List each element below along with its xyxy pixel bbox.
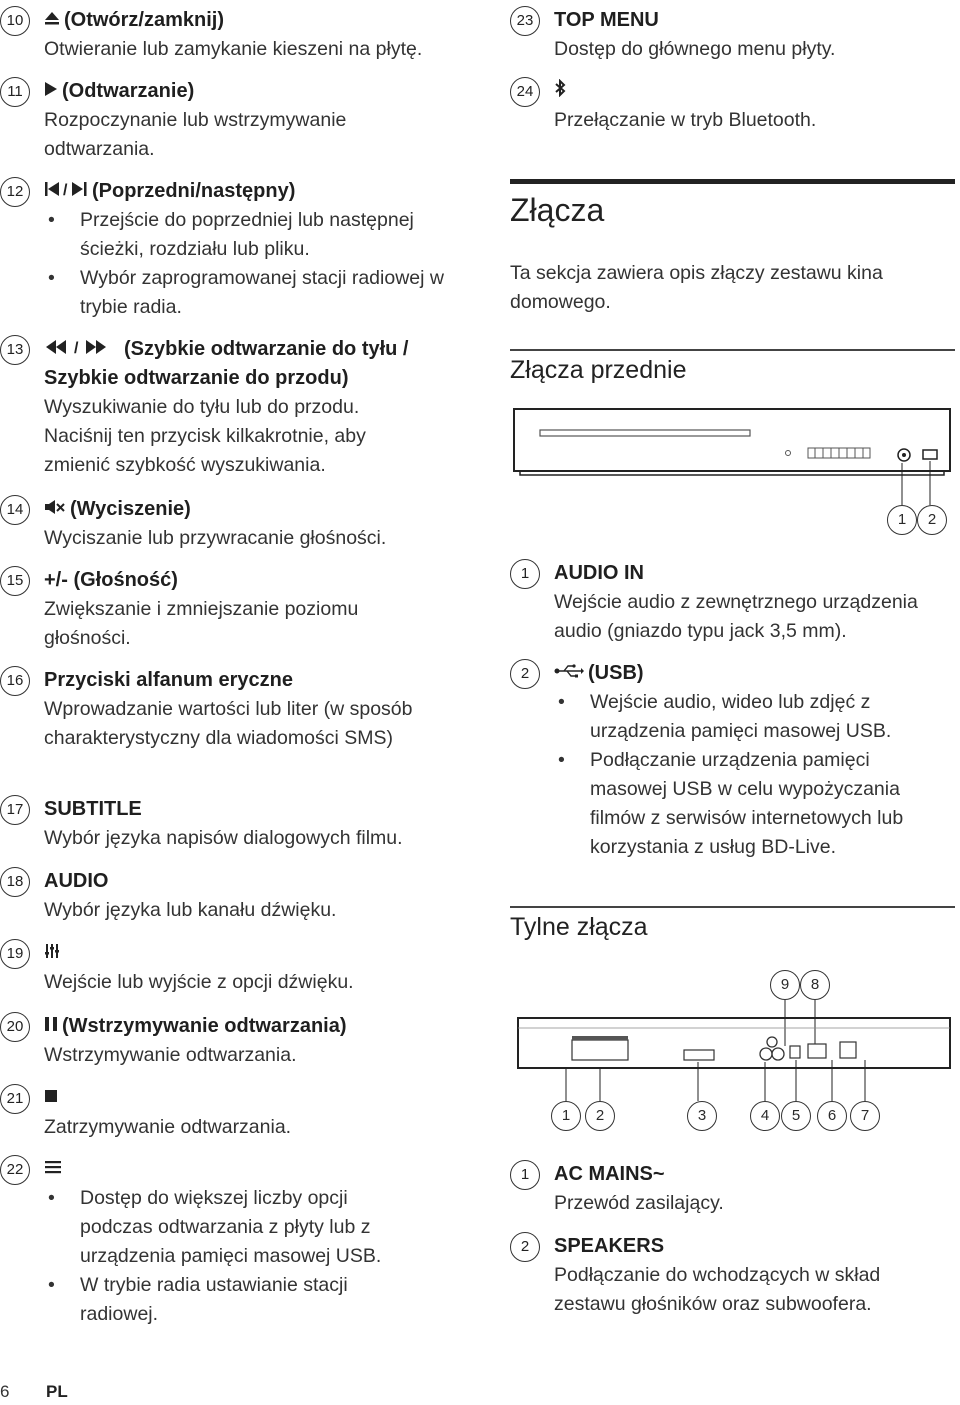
- item-desc: Wstrzymywanie odtwarzania.: [44, 1044, 297, 1066]
- item-desc: Wprowadzanie wartości lub liter (w sposób charakterystyczny dla wiadomości SMS): [44, 698, 413, 749]
- item-desc: Wybór języka lub kanału dźwięku.: [44, 899, 337, 921]
- item-desc: Wybór języka napisów dialogowych filmu.: [44, 827, 403, 849]
- play-icon: [44, 77, 58, 106]
- item-desc: Wejście audio z zewnętrznego urządzenia audio (gniazdo typu jack 3,5 mm).: [554, 591, 918, 642]
- item-number: 14: [0, 495, 30, 525]
- usb-icon: [554, 659, 584, 688]
- item-title: +/- (Głośność): [44, 569, 178, 591]
- options-icon: [44, 1155, 62, 1184]
- pause-icon: [44, 1012, 58, 1041]
- item-number: 17: [0, 795, 30, 825]
- front-callout-2: 2: [917, 505, 947, 535]
- item-desc: Otwieranie lub zamykanie kieszeni na płytę.: [44, 38, 423, 60]
- item-number: 2: [510, 659, 540, 689]
- front-callout-1: 1: [887, 505, 917, 535]
- bullet-item: • Wejście audio, wideo lub zdjęć z urządzenia pamięci masowej USB.: [554, 688, 924, 746]
- stop-icon: [44, 1084, 58, 1113]
- section-intro: Ta sekcja zawiera opis złączy zestawu kina domowego.: [510, 262, 883, 313]
- rewind-ff-icon: [44, 335, 120, 364]
- rear-callout-8: 8: [800, 970, 830, 1000]
- item-desc: Dostęp do głównego menu płyty.: [554, 38, 836, 60]
- item-number: 19: [0, 939, 30, 969]
- item-number: 2: [510, 1232, 540, 1262]
- item-number: 24: [510, 77, 540, 107]
- item-number: 23: [510, 6, 540, 36]
- item-title: (USB): [588, 662, 644, 684]
- item-desc: Podłączanie do wchodzących w skład zestawu głośników oraz subwoofera.: [554, 1264, 881, 1315]
- item-number: 21: [0, 1084, 30, 1114]
- item-number: 12: [0, 177, 30, 207]
- item-desc: Wyciszanie lub przywracanie głośności.: [44, 527, 387, 549]
- item-desc: Zwiększanie i zmniejszanie poziomu głośności.: [44, 598, 359, 649]
- rear-callout-9: 9: [770, 970, 800, 1000]
- rear-heading-rule: [510, 906, 955, 908]
- front-panel-diagram: [510, 405, 955, 535]
- svg-text:/: /: [74, 340, 79, 355]
- item-number: 20: [0, 1012, 30, 1042]
- bullet-item: • W trybie radia ustawianie stacji radiowej.: [44, 1271, 424, 1329]
- item-title: SPEAKERS: [554, 1235, 665, 1257]
- bullet-item: • Przejście do poprzedniej lub następnej ścieżki, rozdziału lub pliku.: [44, 206, 444, 264]
- bullet-item: • Wybór zaprogramowanej stacji radiowej w trybie radia.: [44, 264, 444, 322]
- item-title: (Wyciszenie): [70, 498, 191, 520]
- front-heading: Złącza przednie: [510, 356, 687, 384]
- item-desc: Przełączanie w tryb Bluetooth.: [554, 109, 817, 131]
- language-code: PL: [46, 1382, 68, 1401]
- rear-callout-4: 4: [750, 1101, 780, 1131]
- bullet-item: • Dostęp do większej liczby opcji podczas odtwarzania z płyty lub z urządzenia pamięci masowej USB.: [44, 1184, 424, 1271]
- sound-settings-icon: [44, 939, 60, 968]
- rear-panel-diagram: [510, 966, 955, 1131]
- rear-callout-5: 5: [781, 1101, 811, 1131]
- rear-callout-3: 3: [687, 1101, 717, 1131]
- item-title: AC MAINS~: [554, 1163, 665, 1185]
- bluetooth-icon: [554, 77, 566, 106]
- item-title: AUDIO: [44, 870, 109, 892]
- item-number: 13: [0, 335, 30, 365]
- item-desc: Wyszukiwanie do tyłu lub do przodu. Naciśnij ten przycisk kilkakrotnie, aby zmienić szybkość wyszukiwania.: [44, 396, 366, 476]
- section-title: Złącza: [510, 192, 605, 228]
- item-title: Przyciski alfanum eryczne: [44, 669, 294, 691]
- bullet-item: • Podłączanie urządzenia pamięci masowej USB w celu wypożyczania filmów z serwisów internetowych lub korzystania z usług BD-Live.: [554, 746, 924, 862]
- item-number: 18: [0, 867, 30, 897]
- item-number: 1: [510, 559, 540, 589]
- item-desc: Zatrzymywanie odtwarzania.: [44, 1116, 292, 1138]
- item-number: 11: [0, 77, 30, 107]
- item-desc: Wejście lub wyjście z opcji dźwięku.: [44, 971, 354, 993]
- rear-callout-7: 7: [850, 1101, 880, 1131]
- item-title: TOP MENU: [554, 9, 659, 31]
- front-heading-rule: [510, 349, 955, 351]
- rear-callout-1: 1: [551, 1101, 581, 1131]
- item-number: 10: [0, 6, 30, 36]
- section-rule: [510, 179, 955, 184]
- eject-icon: [44, 6, 60, 35]
- item-desc: Przewód zasilający.: [554, 1192, 724, 1214]
- item-title: (Odtwarzanie): [62, 80, 195, 102]
- item-number: 22: [0, 1155, 30, 1185]
- prev-next-icon: [44, 177, 88, 206]
- rear-heading: Tylne złącza: [510, 913, 648, 941]
- item-number: 1: [510, 1160, 540, 1190]
- item-number: 15: [0, 566, 30, 596]
- item-title: (Otwórz/zamknij): [64, 9, 225, 31]
- rear-callout-6: 6: [817, 1101, 847, 1131]
- page-number: 6: [0, 1382, 10, 1401]
- item-desc: Rozpoczynanie lub wstrzymywanie odtwarzania.: [44, 109, 347, 160]
- item-title: (Szybkie odtwarzanie do tyłu / Szybkie odtwarzanie do przodu): [44, 338, 409, 389]
- item-title: SUBTITLE: [44, 798, 142, 820]
- item-number: 16: [0, 666, 30, 696]
- item-title: AUDIO IN: [554, 562, 644, 584]
- svg-text:/: /: [63, 182, 68, 197]
- item-title: (Poprzedni/następny): [92, 180, 296, 202]
- mute-icon: [44, 495, 66, 524]
- item-title: (Wstrzymywanie odtwarzania): [62, 1015, 347, 1037]
- rear-callout-2: 2: [585, 1101, 615, 1131]
